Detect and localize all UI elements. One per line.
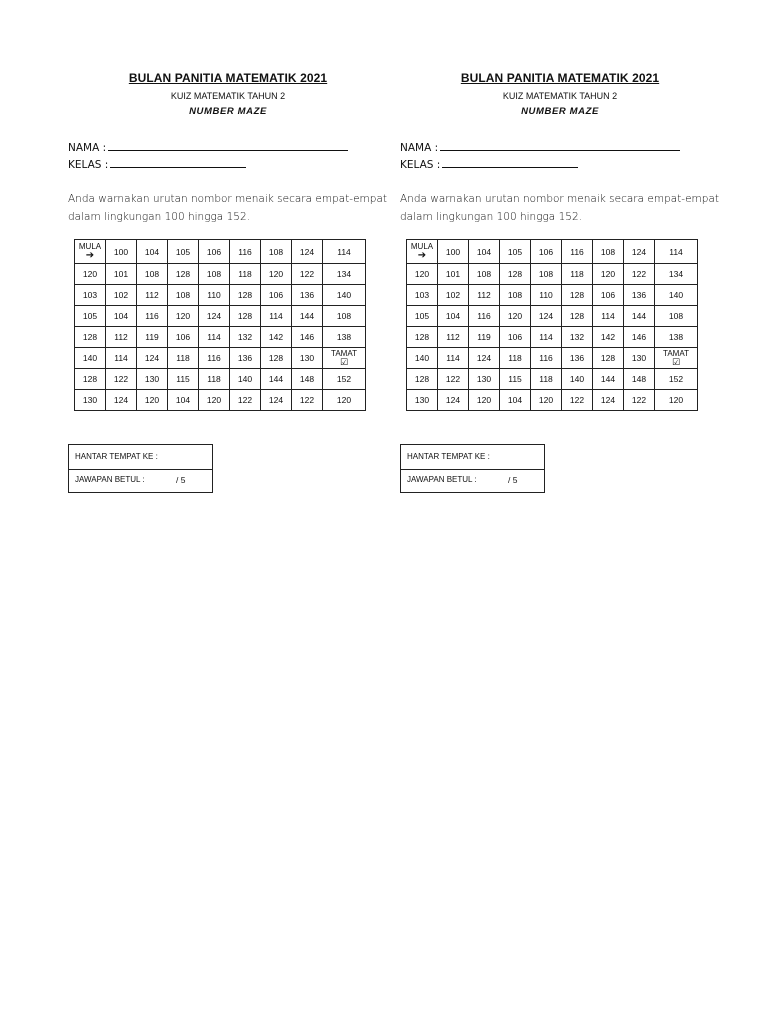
send-box — [400, 444, 545, 470]
maze-cell[interactable]: 115 — [168, 369, 199, 390]
maze-cell[interactable]: 119 — [469, 327, 500, 348]
class-blank-line[interactable] — [442, 157, 578, 168]
maze-cell[interactable]: 128 — [500, 264, 531, 285]
maze-row — [75, 390, 366, 411]
maze-cell[interactable]: 124 — [292, 240, 323, 264]
maze-cell[interactable]: 104 — [500, 390, 531, 411]
number-maze-table — [74, 239, 366, 411]
maze-cell[interactable]: 128 — [75, 369, 106, 390]
maze-start-cell[interactable] — [75, 240, 106, 264]
maze-cell[interactable]: 144 — [261, 369, 292, 390]
maze-cell[interactable]: 106 — [531, 240, 562, 264]
maze-cell[interactable]: 106 — [261, 285, 292, 306]
maze-cell[interactable]: 103 — [75, 285, 106, 306]
maze-cell[interactable]: 116 — [230, 240, 261, 264]
name-label: NAMA : — [400, 142, 439, 154]
maze-cell[interactable]: 115 — [500, 369, 531, 390]
checkbox-checked-icon: ☑ — [339, 357, 349, 368]
maze-cell[interactable]: 119 — [137, 327, 168, 348]
maze-cell[interactable]: 120 — [199, 390, 230, 411]
maze-cell[interactable]: 144 — [292, 306, 323, 327]
maze-cell[interactable]: 120 — [593, 264, 624, 285]
maze-cell[interactable]: 101 — [438, 264, 469, 285]
maze-cell[interactable]: 118 — [500, 348, 531, 369]
send-box — [68, 444, 213, 470]
maze-row — [75, 369, 366, 390]
start-label: MULA — [410, 242, 434, 251]
maze-cell[interactable]: 104 — [469, 240, 500, 264]
page-subtitle: KUIZ MATEMATIK TAHUN 2 — [170, 91, 286, 101]
maze-cell[interactable]: 114 — [531, 327, 562, 348]
maze-row — [407, 264, 698, 285]
maze-cell[interactable]: 122 — [106, 369, 137, 390]
answer-box — [400, 468, 545, 493]
maze-cell[interactable]: 122 — [624, 390, 655, 411]
maze-cell[interactable]: 138 — [655, 327, 698, 348]
maze-cell[interactable]: 140 — [230, 369, 261, 390]
maze-cell[interactable]: 105 — [407, 306, 438, 327]
maze-cell[interactable]: 124 — [261, 390, 292, 411]
maze-row — [75, 285, 366, 306]
maze-cell[interactable]: 118 — [562, 264, 593, 285]
maze-cell[interactable]: 110 — [531, 285, 562, 306]
maze-cell[interactable]: 120 — [407, 264, 438, 285]
maze-cell[interactable]: 116 — [562, 240, 593, 264]
maze-cell[interactable]: 114 — [323, 240, 366, 264]
maze-title: NUMBER MAZE — [189, 106, 267, 117]
maze-cell[interactable]: 100 — [438, 240, 469, 264]
maze-row — [75, 348, 366, 369]
checkbox-checked-icon: ☑ — [671, 357, 681, 368]
name-blank-line[interactable] — [108, 140, 348, 151]
maze-cell[interactable]: 108 — [261, 240, 292, 264]
maze-cell[interactable]: 112 — [137, 285, 168, 306]
maze-cell[interactable]: 132 — [230, 327, 261, 348]
start-label: MULA — [78, 242, 102, 251]
maze-cell[interactable]: 148 — [292, 369, 323, 390]
maze-cell[interactable]: 136 — [230, 348, 261, 369]
maze-row — [407, 306, 698, 327]
maze-cell[interactable]: 105 — [168, 240, 199, 264]
maze-cell[interactable]: 104 — [168, 390, 199, 411]
maze-cell[interactable]: 100 — [106, 240, 137, 264]
maze-row — [407, 327, 698, 348]
maze-row — [407, 348, 698, 369]
maze-cell[interactable]: 128 — [230, 285, 261, 306]
page-title: BULAN PANITIA MATEMATIK 2021 — [128, 71, 328, 85]
maze-cell[interactable]: 120 — [531, 390, 562, 411]
maze-cell[interactable]: 108 — [323, 306, 366, 327]
page-title: BULAN PANITIA MATEMATIK 2021 — [460, 71, 660, 85]
maze-cell[interactable]: 114 — [261, 306, 292, 327]
maze-row — [407, 390, 698, 411]
maze-cell[interactable]: 130 — [137, 369, 168, 390]
maze-cell[interactable]: 134 — [323, 264, 366, 285]
maze-cell[interactable]: 106 — [500, 327, 531, 348]
maze-cell[interactable]: 140 — [562, 369, 593, 390]
maze-cell[interactable]: 116 — [531, 348, 562, 369]
name-field[interactable] — [400, 140, 680, 154]
maze-cell[interactable]: 130 — [407, 390, 438, 411]
score-label: / 5 — [508, 475, 518, 485]
maze-cell[interactable]: 112 — [106, 327, 137, 348]
maze-cell[interactable]: 152 — [323, 369, 366, 390]
maze-cell[interactable]: 128 — [562, 306, 593, 327]
maze-row — [75, 264, 366, 285]
maze-cell[interactable]: 140 — [323, 285, 366, 306]
maze-cell[interactable]: 124 — [438, 390, 469, 411]
maze-cell[interactable]: 122 — [292, 264, 323, 285]
maze-cell[interactable]: 102 — [106, 285, 137, 306]
maze-cell[interactable]: 124 — [199, 306, 230, 327]
maze-cell[interactable]: 108 — [199, 264, 230, 285]
maze-cell[interactable]: 128 — [230, 306, 261, 327]
maze-cell[interactable]: 124 — [624, 240, 655, 264]
maze-cell[interactable]: 130 — [469, 369, 500, 390]
maze-cell[interactable]: 108 — [593, 240, 624, 264]
maze-cell[interactable]: 118 — [230, 264, 261, 285]
maze-cell[interactable]: 136 — [562, 348, 593, 369]
class-label: KELAS : — [400, 159, 441, 171]
maze-cell[interactable]: 130 — [292, 348, 323, 369]
maze-cell[interactable]: 105 — [75, 306, 106, 327]
end-label: TAMAT — [331, 348, 357, 358]
maze-cell[interactable]: 114 — [593, 306, 624, 327]
maze-cell[interactable]: 138 — [323, 327, 366, 348]
maze-cell[interactable]: 144 — [593, 369, 624, 390]
maze-start-cell[interactable] — [407, 240, 438, 264]
maze-cell[interactable]: 114 — [199, 327, 230, 348]
maze-cell[interactable]: 124 — [531, 306, 562, 327]
maze-cell[interactable]: 108 — [137, 264, 168, 285]
maze-end-cell[interactable] — [323, 348, 366, 369]
maze-cell[interactable]: 128 — [593, 348, 624, 369]
maze-cell[interactable]: 108 — [655, 306, 698, 327]
maze-cell[interactable]: 122 — [438, 369, 469, 390]
maze-row — [407, 240, 698, 264]
maze-cell[interactable]: 120 — [75, 264, 106, 285]
maze-cell[interactable]: 128 — [407, 327, 438, 348]
end-label: TAMAT — [663, 348, 689, 358]
maze-cell[interactable]: 118 — [531, 369, 562, 390]
maze-row — [75, 327, 366, 348]
maze-cell[interactable]: 128 — [261, 348, 292, 369]
maze-title: NUMBER MAZE — [521, 106, 599, 117]
maze-cell[interactable]: 114 — [655, 240, 698, 264]
maze-cell[interactable]: 142 — [261, 327, 292, 348]
maze-row — [407, 285, 698, 306]
maze-cell[interactable]: 103 — [407, 285, 438, 306]
maze-cell[interactable]: 104 — [137, 240, 168, 264]
maze-cell[interactable]: 140 — [75, 348, 106, 369]
maze-cell[interactable]: 122 — [624, 264, 655, 285]
maze-cell[interactable]: 106 — [593, 285, 624, 306]
maze-cell[interactable]: 120 — [655, 390, 698, 411]
instruction-line: dalam lingkungan 100 hingga 152. — [400, 211, 582, 223]
class-blank-line[interactable] — [110, 157, 246, 168]
answer-label: JAWAPAN BETUL : — [75, 475, 145, 484]
maze-cell[interactable]: 108 — [500, 285, 531, 306]
maze-end-cell[interactable] — [655, 348, 698, 369]
instruction-line: Anda warnakan urutan nombor menaik secara empat-empat — [400, 193, 719, 205]
maze-cell[interactable]: 114 — [106, 348, 137, 369]
maze-cell[interactable]: 136 — [624, 285, 655, 306]
maze-cell[interactable]: 122 — [230, 390, 261, 411]
maze-row — [75, 240, 366, 264]
maze-cell[interactable]: 118 — [168, 348, 199, 369]
class-field[interactable] — [400, 157, 578, 171]
maze-cell[interactable]: 102 — [438, 285, 469, 306]
name-blank-line[interactable] — [440, 140, 680, 151]
maze-cell[interactable]: 128 — [75, 327, 106, 348]
maze-cell[interactable]: 108 — [469, 264, 500, 285]
maze-cell[interactable]: 116 — [199, 348, 230, 369]
maze-cell[interactable]: 120 — [261, 264, 292, 285]
number-maze-table — [406, 239, 698, 411]
maze-cell[interactable]: 128 — [407, 369, 438, 390]
class-label: KELAS : — [68, 159, 109, 171]
maze-cell[interactable]: 120 — [500, 306, 531, 327]
maze-cell[interactable]: 120 — [469, 390, 500, 411]
maze-cell[interactable]: 122 — [292, 390, 323, 411]
maze-cell[interactable]: 118 — [199, 369, 230, 390]
maze-cell[interactable]: 116 — [469, 306, 500, 327]
maze-cell[interactable]: 134 — [655, 264, 698, 285]
maze-cell[interactable]: 122 — [562, 390, 593, 411]
instruction-line: dalam lingkungan 100 hingga 152. — [68, 211, 250, 223]
maze-cell[interactable]: 140 — [407, 348, 438, 369]
maze-cell[interactable]: 110 — [199, 285, 230, 306]
maze-cell[interactable]: 124 — [469, 348, 500, 369]
maze-cell[interactable]: 124 — [106, 390, 137, 411]
maze-cell[interactable]: 104 — [106, 306, 137, 327]
name-field[interactable] — [68, 140, 348, 154]
send-label: HANTAR TEMPAT KE : — [407, 452, 490, 461]
maze-cell[interactable]: 140 — [655, 285, 698, 306]
maze-cell[interactable]: 108 — [168, 285, 199, 306]
maze-cell[interactable]: 120 — [168, 306, 199, 327]
maze-cell[interactable]: 112 — [469, 285, 500, 306]
maze-cell[interactable]: 124 — [137, 348, 168, 369]
instruction-text — [68, 190, 388, 226]
answer-box — [68, 468, 213, 493]
maze-cell[interactable]: 152 — [655, 369, 698, 390]
answer-label: JAWAPAN BETUL : — [407, 475, 477, 484]
maze-cell[interactable]: 130 — [75, 390, 106, 411]
maze-cell[interactable]: 146 — [292, 327, 323, 348]
arrow-right-icon: ➔ — [85, 250, 95, 261]
maze-cell[interactable]: 116 — [137, 306, 168, 327]
maze-cell[interactable]: 104 — [438, 306, 469, 327]
maze-cell[interactable]: 144 — [624, 306, 655, 327]
maze-row — [407, 369, 698, 390]
maze-cell[interactable]: 101 — [106, 264, 137, 285]
maze-cell[interactable]: 148 — [624, 369, 655, 390]
maze-cell[interactable]: 142 — [593, 327, 624, 348]
maze-row — [75, 306, 366, 327]
send-label: HANTAR TEMPAT KE : — [75, 452, 158, 461]
maze-cell[interactable]: 128 — [562, 285, 593, 306]
maze-cell[interactable]: 120 — [137, 390, 168, 411]
maze-cell[interactable]: 106 — [199, 240, 230, 264]
maze-cell[interactable]: 120 — [323, 390, 366, 411]
maze-cell[interactable]: 136 — [292, 285, 323, 306]
arrow-right-icon: ➔ — [417, 250, 427, 261]
instruction-text — [400, 190, 720, 226]
name-label: NAMA : — [68, 142, 107, 154]
maze-cell[interactable]: 146 — [624, 327, 655, 348]
maze-cell[interactable]: 124 — [593, 390, 624, 411]
maze-cell[interactable]: 128 — [168, 264, 199, 285]
score-label: / 5 — [176, 475, 186, 485]
maze-cell[interactable]: 105 — [500, 240, 531, 264]
maze-cell[interactable]: 106 — [168, 327, 199, 348]
class-field[interactable] — [68, 157, 246, 171]
maze-cell[interactable]: 108 — [531, 264, 562, 285]
instruction-line: Anda warnakan urutan nombor menaik secara empat-empat — [68, 193, 387, 205]
maze-cell[interactable]: 130 — [624, 348, 655, 369]
page-subtitle: KUIZ MATEMATIK TAHUN 2 — [502, 91, 618, 101]
maze-cell[interactable]: 114 — [438, 348, 469, 369]
maze-cell[interactable]: 132 — [562, 327, 593, 348]
maze-cell[interactable]: 112 — [438, 327, 469, 348]
